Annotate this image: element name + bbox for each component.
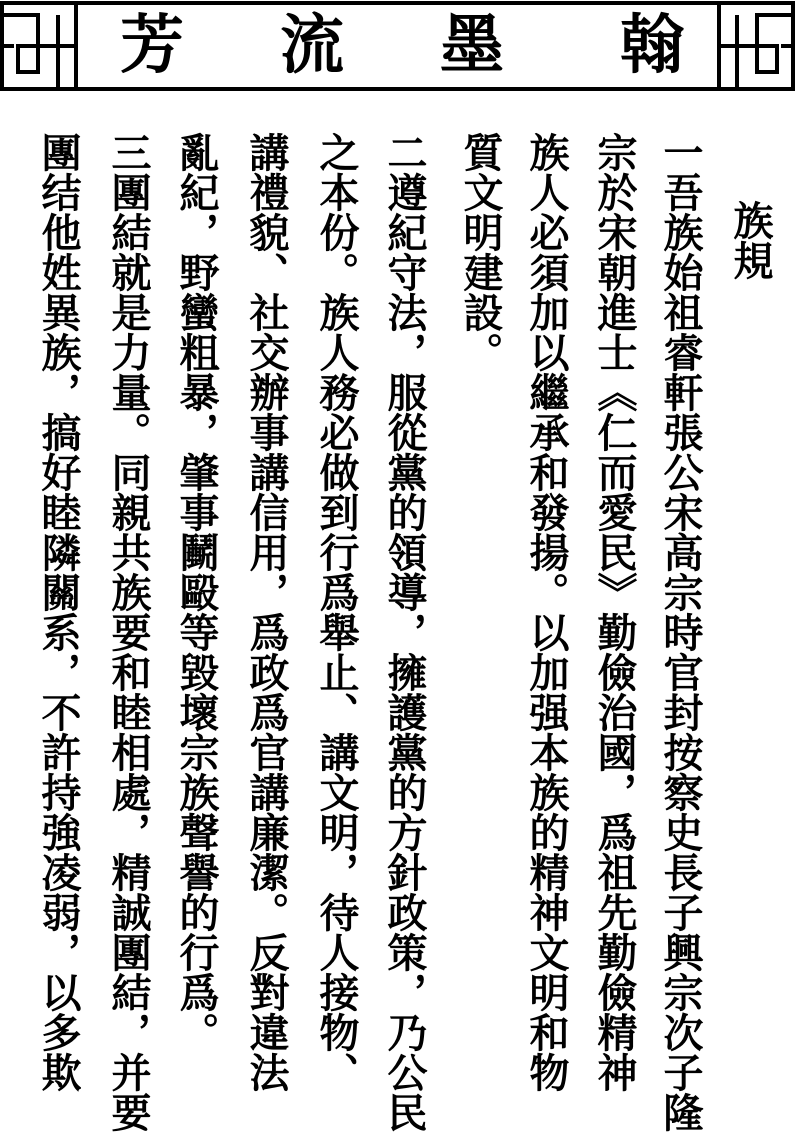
text-column-8: 亂紀，野蠻粗暴，肇事鬭毆等毀壞宗族聲譽的行爲。	[173, 132, 220, 1052]
title-char-4: 翰	[620, 8, 684, 83]
text-column-3: 族人必須加以繼承和發揚。以加强本族的精神文明和物	[523, 132, 570, 1092]
text-column-7: 講禮貌、社交辦事講信用，爲政爲官講廉潔。反對違法	[243, 132, 290, 1092]
document-heading: 族規	[727, 200, 774, 280]
text-column-5: 二遵紀守法，服從黨的領導，擁護黨的方針政策，乃公民	[381, 132, 428, 1132]
text-column-6: 之本份。族人務必做到行爲舉止、講文明，待人接物、	[313, 132, 360, 1092]
right-fret-ornament	[719, 3, 793, 89]
left-fret-ornament	[2, 3, 76, 89]
header-banner	[0, 0, 795, 92]
title-char-1: 芳	[120, 8, 184, 83]
text-column-10: 團结他姓異族，搞好睦隣關系，不許持強凌弱，以多欺	[35, 132, 82, 1092]
text-column-9: 三團結就是力量。同親共族要和睦相處，精誠團結，并要	[105, 132, 152, 1132]
text-column-1: 一吾族始祖睿軒張公宋高宗時官封按察史長子興宗次子隆	[657, 132, 704, 1132]
text-column-4: 質文明建設。	[457, 132, 504, 372]
text-column-2: 宗於宋朝進士《仁而愛民》勤儉治國，爲祖先勤儉精神	[591, 132, 638, 1092]
title-char-3: 墨	[440, 8, 504, 83]
title-char-2: 流	[280, 8, 344, 83]
